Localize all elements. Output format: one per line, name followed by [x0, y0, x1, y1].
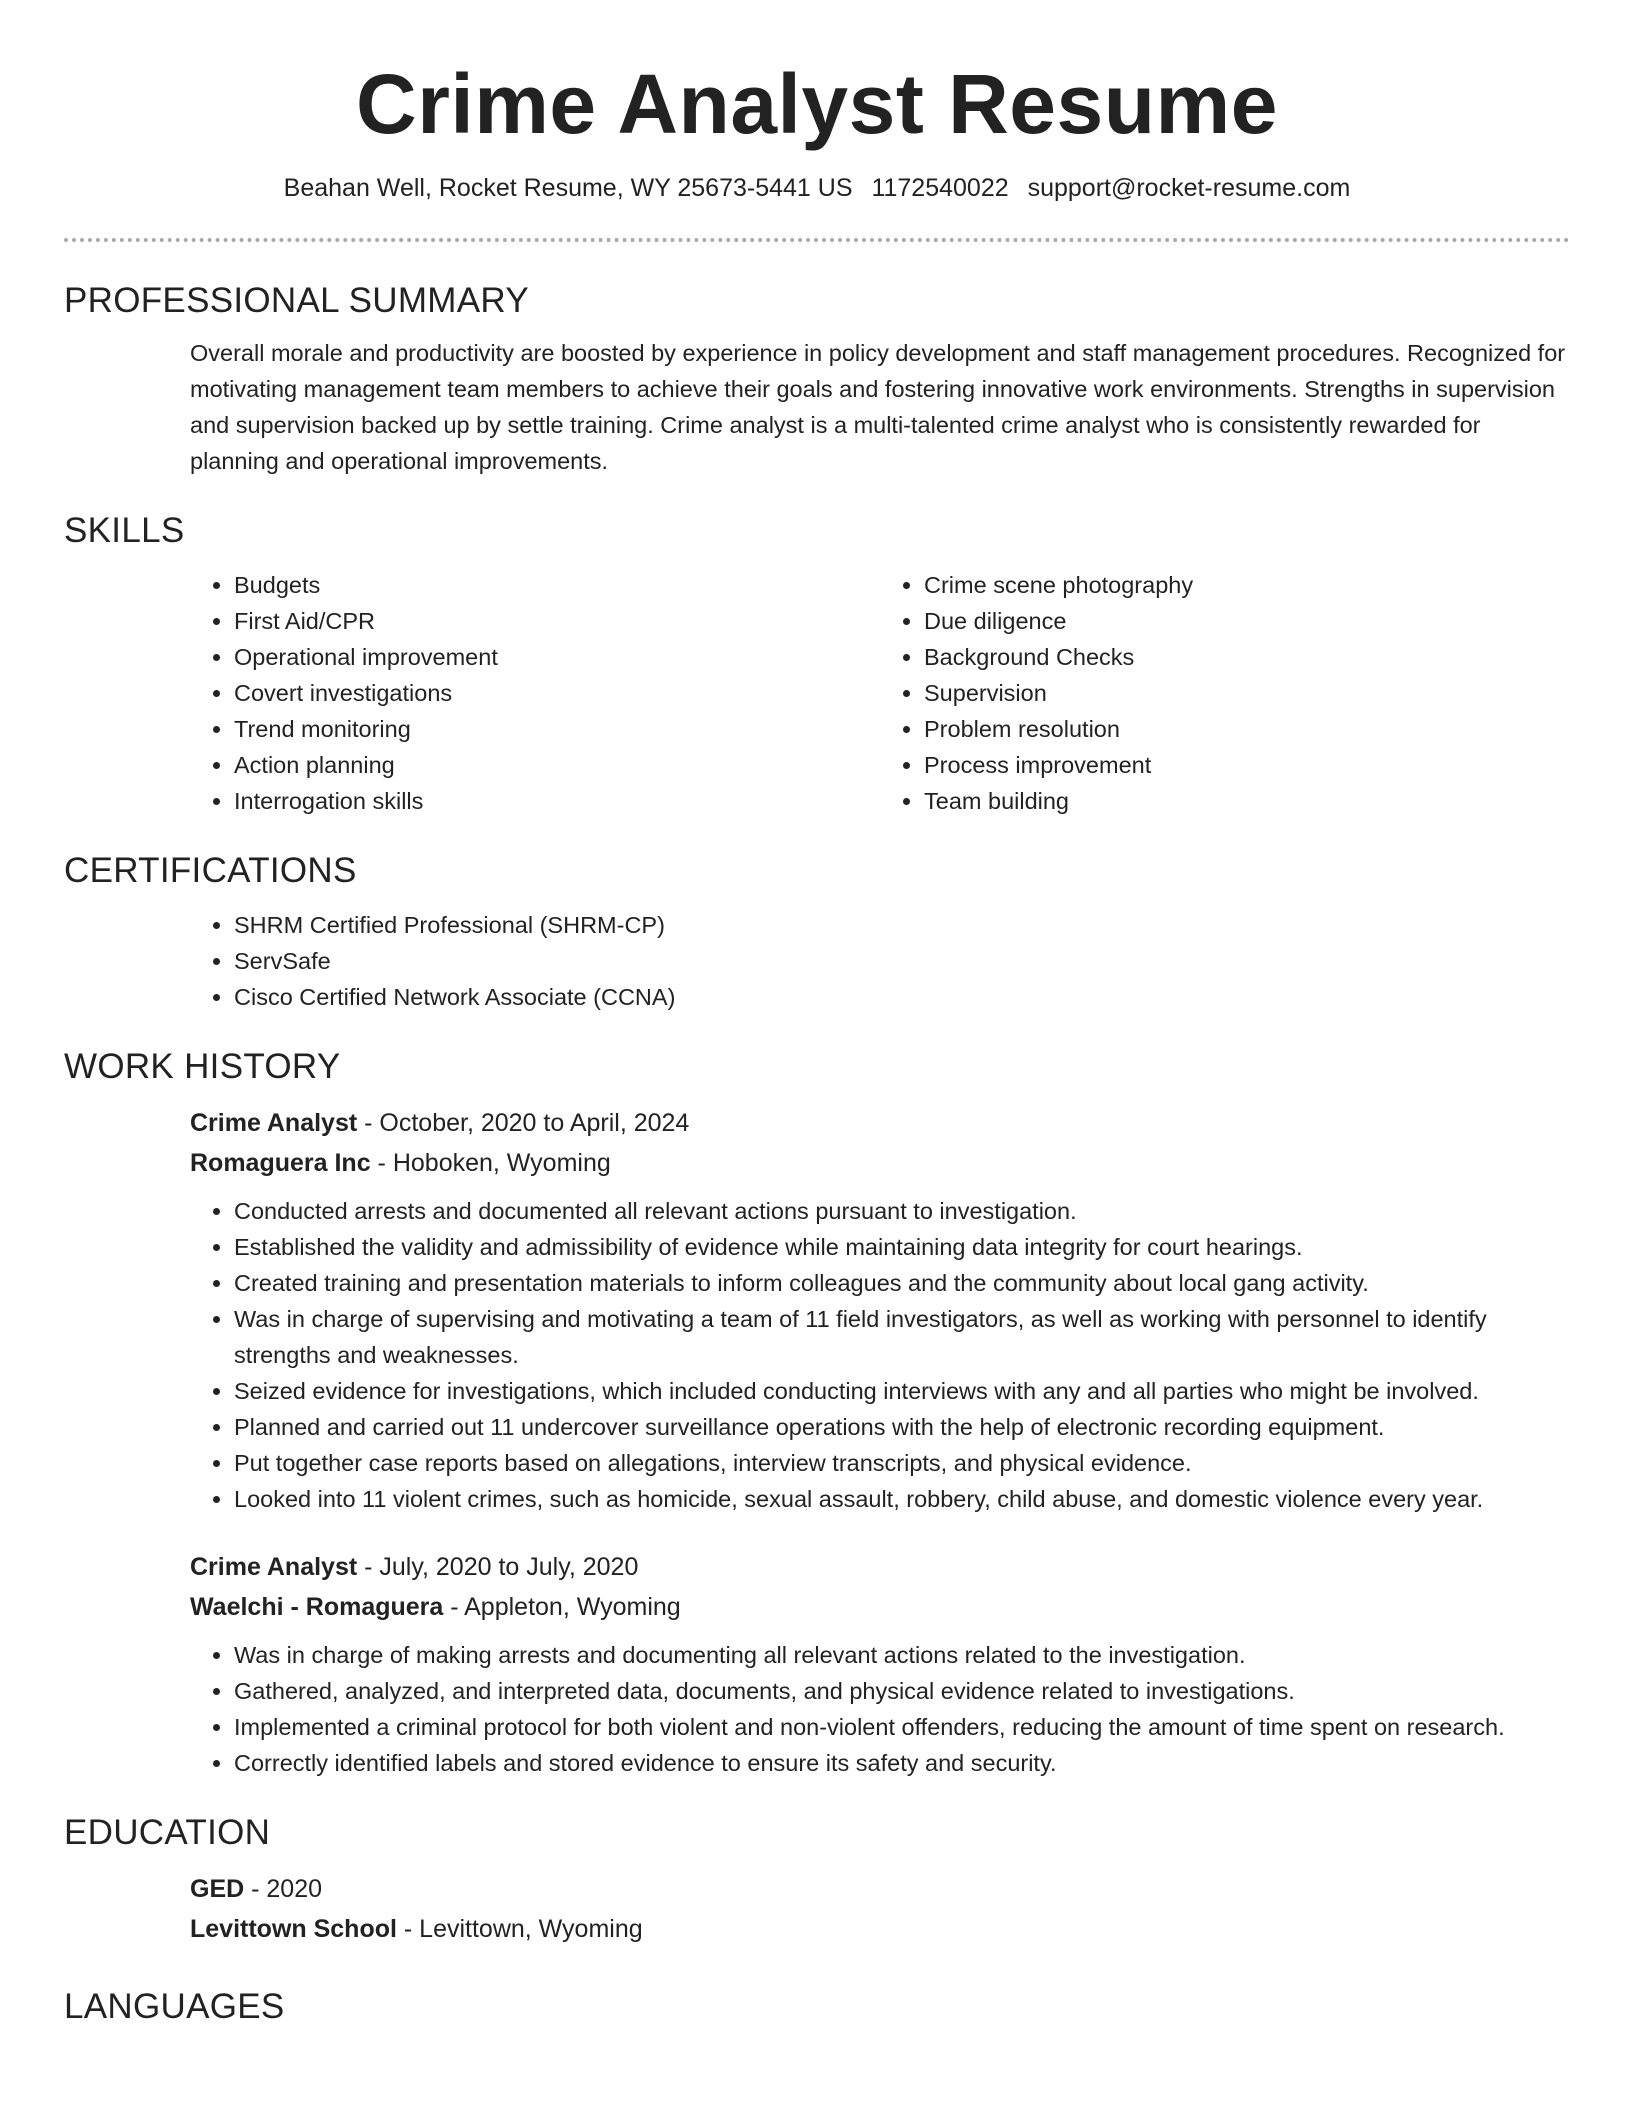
certification-item: • Cisco Certified Network Associate (CCNA): [234, 979, 1570, 1015]
skill-item: • Team building: [924, 783, 1570, 819]
job-bullet: • Was in charge of making arrests and documenting all relevant actions related to the investigation.: [234, 1637, 1570, 1673]
job-bullet: • Correctly identified labels and stored evidence to ensure its safety and security.: [234, 1745, 1570, 1781]
job-location: - Appleton, Wyoming: [443, 1593, 681, 1621]
education-school-line: [190, 1909, 1570, 1949]
skill-item: • Supervision: [924, 675, 1570, 711]
job-title: Crime Analyst: [190, 1109, 358, 1137]
certifications-list: [190, 907, 1570, 1015]
education-section: [64, 1809, 1570, 1949]
skill-item: • Process improvement: [924, 747, 1570, 783]
job-company-line: [190, 1143, 1570, 1183]
header-divider: [64, 238, 1570, 242]
job-bullet: • Conducted arrests and documented all relevant actions pursuant to investigation.: [234, 1193, 1570, 1229]
skills-list-right: [880, 567, 1570, 819]
resume-title: Crime Analyst Resume: [356, 57, 1278, 151]
job-location: - Hoboken, Wyoming: [370, 1149, 611, 1177]
job-bullet: • Established the validity and admissibility of evidence while maintaining data integrity for court hearings.: [234, 1229, 1570, 1265]
skill-item: • Budgets: [234, 567, 880, 603]
summary-text: Overall morale and productivity are boosted by experience in policy development and staff management procedures. Recognized for motivating management team members to achieve their goals and fostering innovative work environments. Strengths in supervision and supervision backed up by settle training. Crime analyst is a multi-talented crime analyst who is consistently rewarded for planning and operational improvements.: [190, 340, 1566, 474]
job-bullet: • Gathered, analyzed, and interpreted data, documents, and physical evidence related to investigations.: [234, 1673, 1570, 1709]
job-company: Waelchi - Romaguera: [190, 1593, 444, 1621]
skill-item: • Trend monitoring: [234, 711, 880, 747]
languages-section: [64, 1983, 1570, 2031]
contact-address: Beahan Well, Rocket Resume, WY 25673-5441 US: [283, 174, 853, 202]
skill-item: • Background Checks: [924, 639, 1570, 675]
job-bullet: • Seized evidence for investigations, which included conducting interviews with any and all parties who might be involved.: [234, 1373, 1570, 1409]
work-history-section: [64, 1043, 1570, 1781]
job-bullets: [190, 1193, 1570, 1517]
certification-item: • ServSafe: [234, 943, 1570, 979]
education-degree-line: [190, 1869, 1570, 1909]
skill-item: • Covert investigations: [234, 675, 880, 711]
skill-item: • Interrogation skills: [234, 783, 880, 819]
education-degree: GED: [190, 1875, 245, 1903]
summary-heading: PROFESSIONAL SUMMARY: [64, 281, 529, 320]
summary-section: [64, 277, 1570, 479]
job-title-line: [190, 1547, 1570, 1587]
contact-line: [64, 168, 1570, 208]
job-bullets: [190, 1637, 1570, 1781]
skill-item: • Problem resolution: [924, 711, 1570, 747]
job-company-line: [190, 1587, 1570, 1627]
job-company: Romaguera Inc: [190, 1149, 371, 1177]
job-title-line: [190, 1103, 1570, 1143]
skills-list-left: [190, 567, 880, 819]
education-year: - 2020: [244, 1875, 323, 1903]
education-location: - Levittown, Wyoming: [396, 1915, 643, 1943]
job-bullet: • Was in charge of supervising and motivating a team of 11 field investigators, as well as working with personnel to identify strengths and weaknesses.: [234, 1301, 1570, 1373]
resume-page: [64, 0, 1570, 2112]
job-title: Crime Analyst: [190, 1553, 358, 1581]
job-bullet: • Created training and presentation materials to inform colleagues and the community about local gang activity.: [234, 1265, 1570, 1301]
skills-heading: SKILLS: [64, 511, 185, 550]
skill-item: • Action planning: [234, 747, 880, 783]
work-history-heading: WORK HISTORY: [64, 1047, 341, 1086]
job-bullet: • Planned and carried out 11 undercover surveillance operations with the help of electronic recording equipment.: [234, 1409, 1570, 1445]
skill-item: • Crime scene photography: [924, 567, 1570, 603]
job-entry: [64, 1103, 1570, 1517]
skill-item: • First Aid/CPR: [234, 603, 880, 639]
skill-item: • Operational improvement: [234, 639, 880, 675]
certification-item: • SHRM Certified Professional (SHRM-CP): [234, 907, 1570, 943]
education-heading: EDUCATION: [64, 1813, 271, 1852]
contact-email: support@rocket-resume.com: [1027, 174, 1351, 202]
job-dates: - July, 2020 to July, 2020: [357, 1553, 639, 1581]
certifications-heading: CERTIFICATIONS: [64, 851, 357, 890]
skill-item: • Due diligence: [924, 603, 1570, 639]
job-bullet: • Implemented a criminal protocol for both violent and non-violent offenders, reducing the amount of time spent on research.: [234, 1709, 1570, 1745]
job-bullet: • Put together case reports based on allegations, interview transcripts, and physical evidence.: [234, 1445, 1570, 1481]
job-entry: [64, 1547, 1570, 1781]
skills-section: [64, 507, 1570, 819]
languages-heading: LANGUAGES: [64, 1987, 285, 2026]
contact-phone: 1172540022: [871, 174, 1009, 202]
education-school: Levittown School: [190, 1915, 397, 1943]
job-dates: - October, 2020 to April, 2024: [357, 1109, 690, 1137]
job-bullet: • Looked into 11 violent crimes, such as homicide, sexual assault, robbery, child abuse, and domestic violence every year.: [234, 1481, 1570, 1517]
certifications-section: [64, 847, 1570, 1015]
